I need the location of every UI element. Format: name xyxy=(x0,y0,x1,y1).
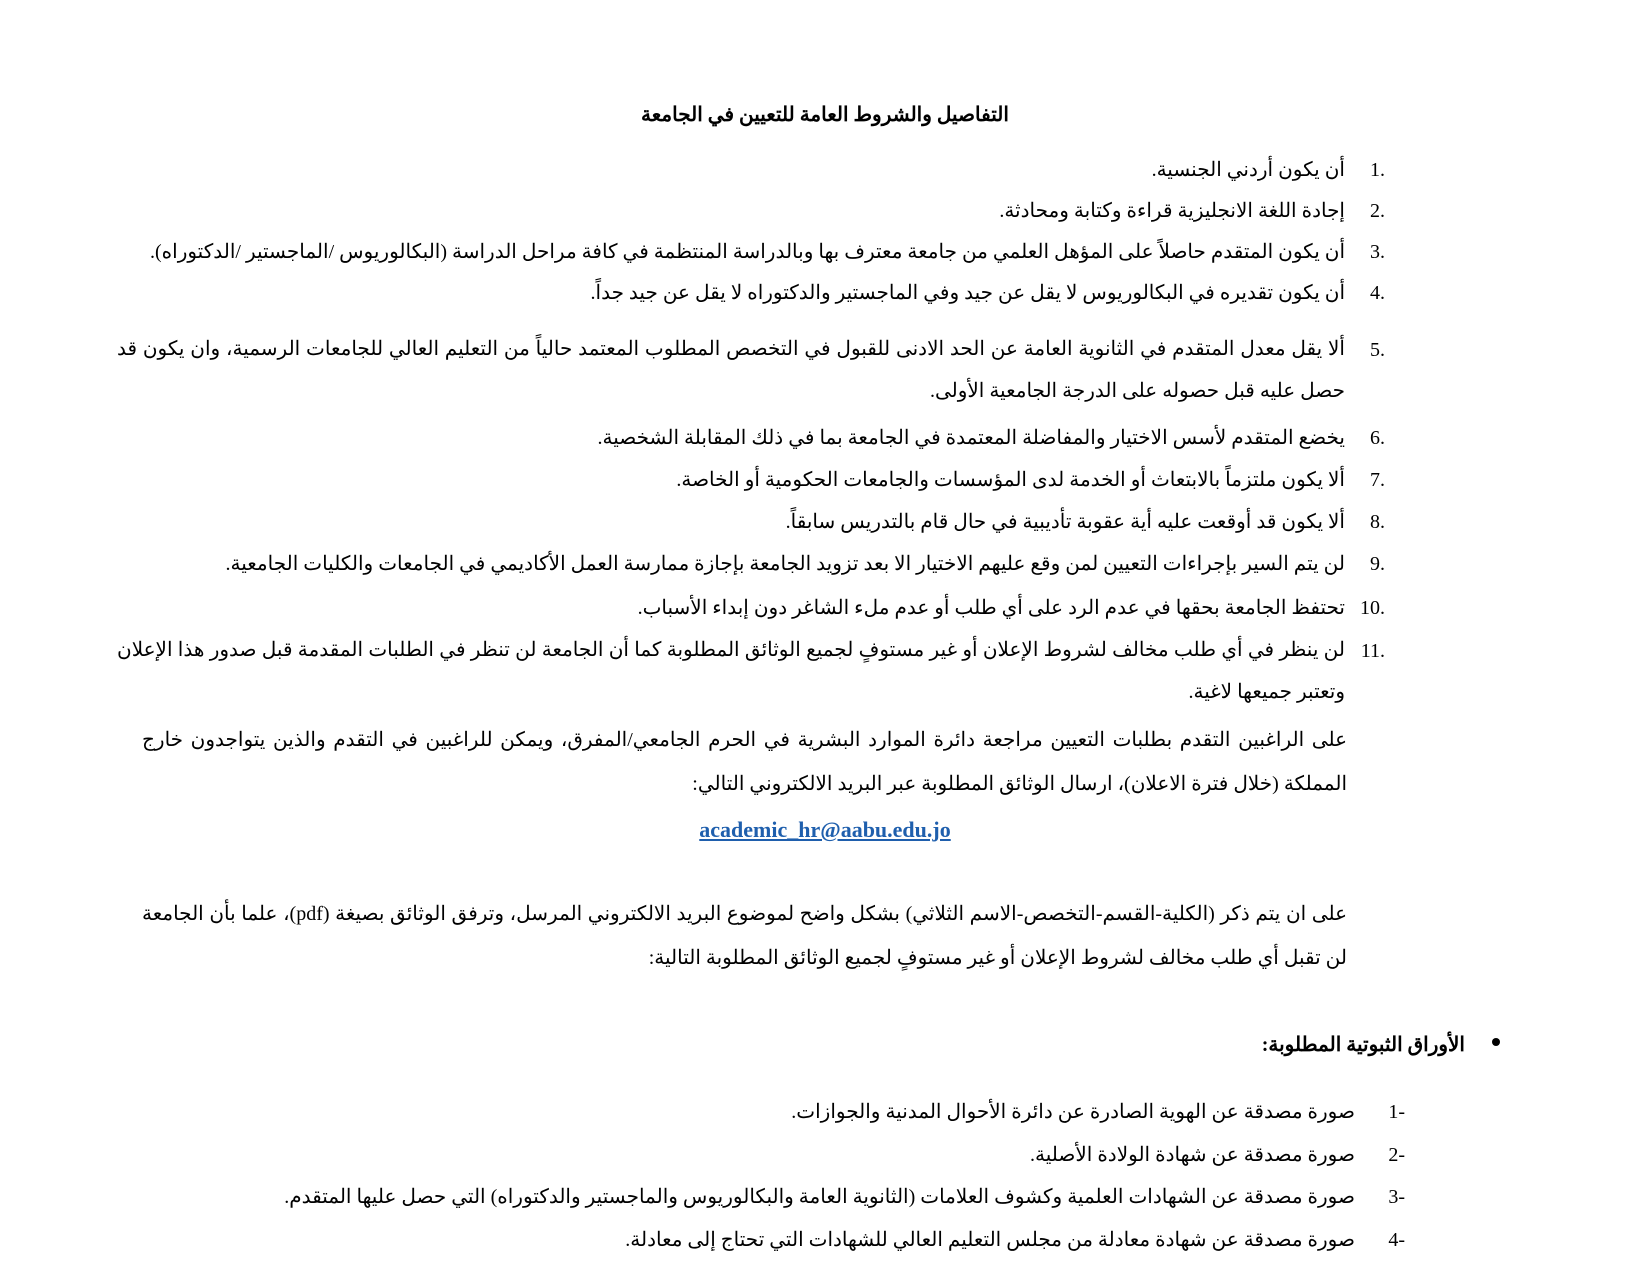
condition-text: ألا يكون قد أوقعت عليه أية عقوبة تأديبية في حال قام بالتدريس سابقاً. xyxy=(785,511,1345,533)
condition-number: 11. xyxy=(1360,640,1385,662)
page-title: التفاصيل والشروط العامة للتعيين في الجامعة xyxy=(641,104,1009,126)
condition-text: تحتفظ الجامعة بحقها في عدم الرد على أي طلب أو عدم ملء الشاغر دون إبداء الأسباب. xyxy=(637,597,1345,619)
email-instructions-paragraph: على ان يتم ذكر (الكلية-القسم-التخصص-الاسم الثلاثي) بشكل واضح لموضوع البريد الالكتروني المرسل، وترفق الوثائق بصيغة (pdf)، علما بأن الجامعة لن تقبل أي طلب مخالف لشروط الإعلان أو غير مستوفٍ لجميع الوثائق المطلوبة التالية: xyxy=(142,903,1348,969)
condition-text: ألا يقل معدل المتقدم في الثانوية العامة عن الحد الادنى للقبول في التخصص المطلوب المعتمد حالياً من التعليم العالي للجامعات الرسمية، وان يكون قد حصل عليه قبل حصوله على الدرجة الجامعية الأولى. xyxy=(117,338,1345,402)
document-number: 2- xyxy=(1388,1144,1405,1166)
condition-text: إجادة اللغة الانجليزية قراءة وكتابة ومحادثة. xyxy=(999,200,1345,222)
condition-number: 5. xyxy=(1370,339,1385,361)
condition-number: 3. xyxy=(1370,241,1385,263)
document-number: 4- xyxy=(1388,1229,1405,1251)
bullet-icon xyxy=(1492,1038,1500,1046)
document-text: صورة مصدقة عن شهادة معادلة من مجلس التعليم العالي للشهادات التي تحتاج إلى معادلة. xyxy=(625,1229,1355,1251)
condition-number: 4. xyxy=(1370,282,1385,304)
condition-number: 9. xyxy=(1370,553,1385,575)
condition-text: أن يكون أردني الجنسية. xyxy=(1151,159,1345,181)
condition-number: 10. xyxy=(1360,597,1385,619)
apply-paragraph: على الراغبين التقدم بطلبات التعيين مراجعة دائرة الموارد البشرية في الحرم الجامعي/المفرق، ويمكن للراغبين في التقدم والذين يتواجدون خارج المملكة (خلال فترة الاعلان)، ارسال الوثائق المطلوبة عبر البريد الالكتروني التالي: xyxy=(142,729,1347,795)
condition-text: أن يكون المتقدم حاصلاً على المؤهل العلمي من جامعة معترف بها وبالدراسة المنتظمة في كافة مراحل الدراسة (البكالوريوس /الماجستير /الدكتوراه). xyxy=(150,241,1345,263)
document-text: صورة مصدقة عن شهادة الولادة الأصلية. xyxy=(1030,1144,1355,1166)
condition-text: يخضع المتقدم لأسس الاختيار والمفاضلة المعتمدة في الجامعة بما في ذلك المقابلة الشخصية. xyxy=(597,427,1345,449)
condition-text: ألا يكون ملتزماً بالابتعاث أو الخدمة لدى المؤسسات والجامعات الحكومية أو الخاصة. xyxy=(676,469,1345,491)
document-text: صورة مصدقة عن الشهادات العلمية وكشوف العلامات (الثانوية العامة والبكالوريوس والماجستير والدكتوراه) التي حصل عليها المتقدم. xyxy=(284,1186,1355,1208)
documents-heading: الأوراق الثبوتية المطلوبة: xyxy=(1261,1034,1465,1056)
email-link[interactable]: academic_hr@aabu.edu.jo xyxy=(699,817,951,842)
condition-number: 1. xyxy=(1370,159,1385,181)
condition-number: 7. xyxy=(1370,469,1385,491)
document-number: 3- xyxy=(1388,1186,1405,1208)
condition-number: 2. xyxy=(1370,200,1385,222)
condition-number: 6. xyxy=(1370,427,1385,449)
condition-text: أن يكون تقديره في البكالوريوس لا يقل عن جيد وفي الماجستير والدكتوراه لا يقل عن جيد جداً. xyxy=(590,282,1345,304)
condition-text: لن ينظر في أي طلب مخالف لشروط الإعلان أو غير مستوفٍ لجميع الوثائق المطلوبة كما أن الجامعة لن تنظر في الطلبات المقدمة قبل صدور هذا الإعلان وتعتبر جميعها لاغية. xyxy=(117,639,1345,703)
condition-text: لن يتم السير بإجراءات التعيين لمن وقع عليهم الاختيار الا بعد تزويد الجامعة بإجازة ممارسة العمل الأكاديمي في الجامعات والكليات الجامعية. xyxy=(225,553,1345,575)
document-text: صورة مصدقة عن الهوية الصادرة عن دائرة الأحوال المدنية والجوازات. xyxy=(791,1101,1355,1123)
condition-number: 8. xyxy=(1370,511,1385,533)
document-number: 1- xyxy=(1388,1101,1405,1123)
